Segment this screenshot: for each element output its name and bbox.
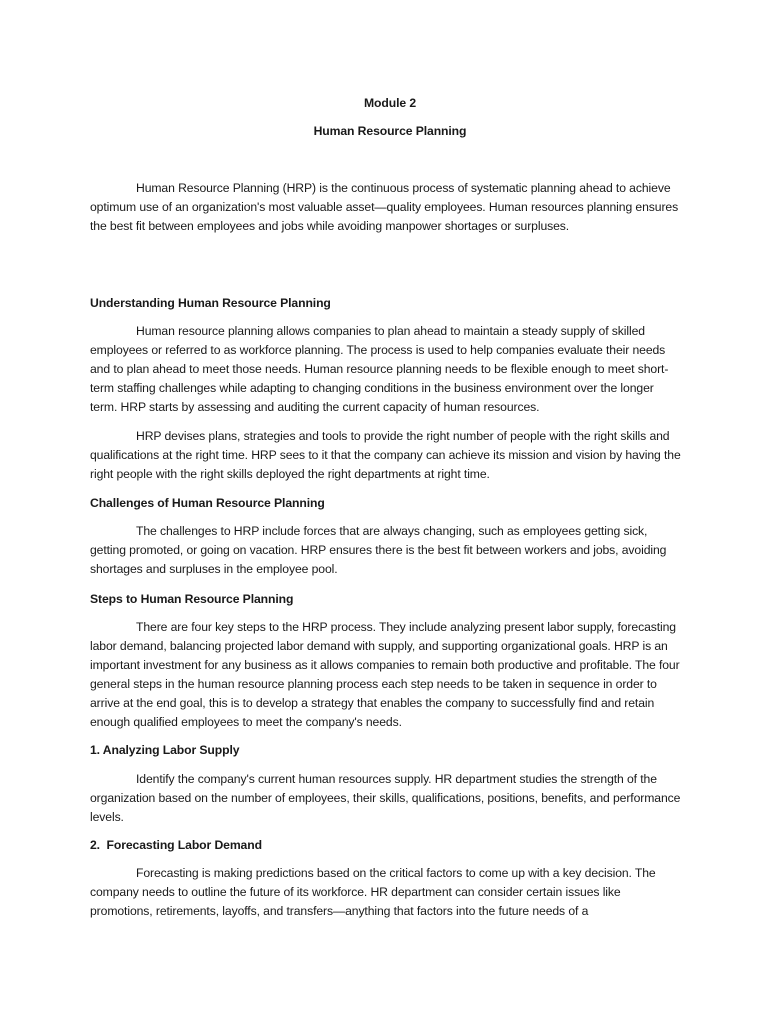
heading-steps: Steps to Human Resource Planning	[90, 592, 294, 606]
heading-challenges: Challenges of Human Resource Planning	[90, 496, 325, 510]
intro-paragraph: Human Resource Planning (HRP) is the continuous process of systematic planning ahead to achieve optimum use of an organization's most valuable asset—quality employees. Human resources planning ensures the best fit between employees and jobs while avoiding manpower shortages or surpluses.	[90, 181, 679, 233]
step-2-paragraph: Forecasting is making predictions based on the critical factors to come up with a key decision. The company needs to outline the future of its workforce. HR department can consider certain issues like promotions, retirements, layoffs, and transfers—anything that factors into the future needs of a	[90, 866, 656, 918]
module-label: Module 2	[363, 96, 416, 110]
step-1-paragraph: Identify the company's current human resources supply. HR department studies the strength of the organization based on the number of employees, their skills, qualifications, positions, benefits, and performance levels.	[90, 772, 681, 824]
understanding-paragraph-1: Human resource planning allows companies to plan ahead to maintain a steady supply of skilled employees or referred to as workforce planning. The process is used to help companies evaluate their needs and to plan ahead to meet those needs. Human resource planning needs to be flexible enough to meet short-term staffing challenges while adapting to changing conditions in the business environment over the longer term. HRP starts by assessing and auditing the current capacity of human resources.	[90, 324, 669, 414]
challenges-paragraph: The challenges to HRP include forces that are always changing, such as employees getting sick, getting promoted, or going on vacation. HRP ensures there is the best fit between workers and jobs, avoiding shortages and surpluses in the employee pool.	[90, 524, 667, 576]
page-title: Human Resource Planning	[313, 124, 467, 138]
heading-step-2: 2. Forecasting Labor Demand	[90, 838, 262, 852]
heading-step-1: 1. Analyzing Labor Supply	[90, 743, 240, 757]
understanding-paragraph-2: HRP devises plans, strategies and tools to provide the right number of people with the right skills and qualifications at the right time. HRP sees to it that the company can achieve its mission and vision by having the right people with the right skills deployed the right departments at right time.	[90, 429, 681, 481]
heading-understanding: Understanding Human Resource Planning	[90, 296, 331, 310]
steps-paragraph: There are four key steps to the HRP process. They include analyzing present labor supply, forecasting labor demand, balancing projected labor demand with supply, and supporting organizational goals. HRP is an important investment for any business as it allows companies to remain both productive and profitable. The four general steps in the human resource planning process each step needs to be taken in sequence in order to arrive at the end goal, this is to develop a strategy that enables the company to successfully find and retain enough qualified employees to meet the company's needs.	[90, 620, 680, 729]
